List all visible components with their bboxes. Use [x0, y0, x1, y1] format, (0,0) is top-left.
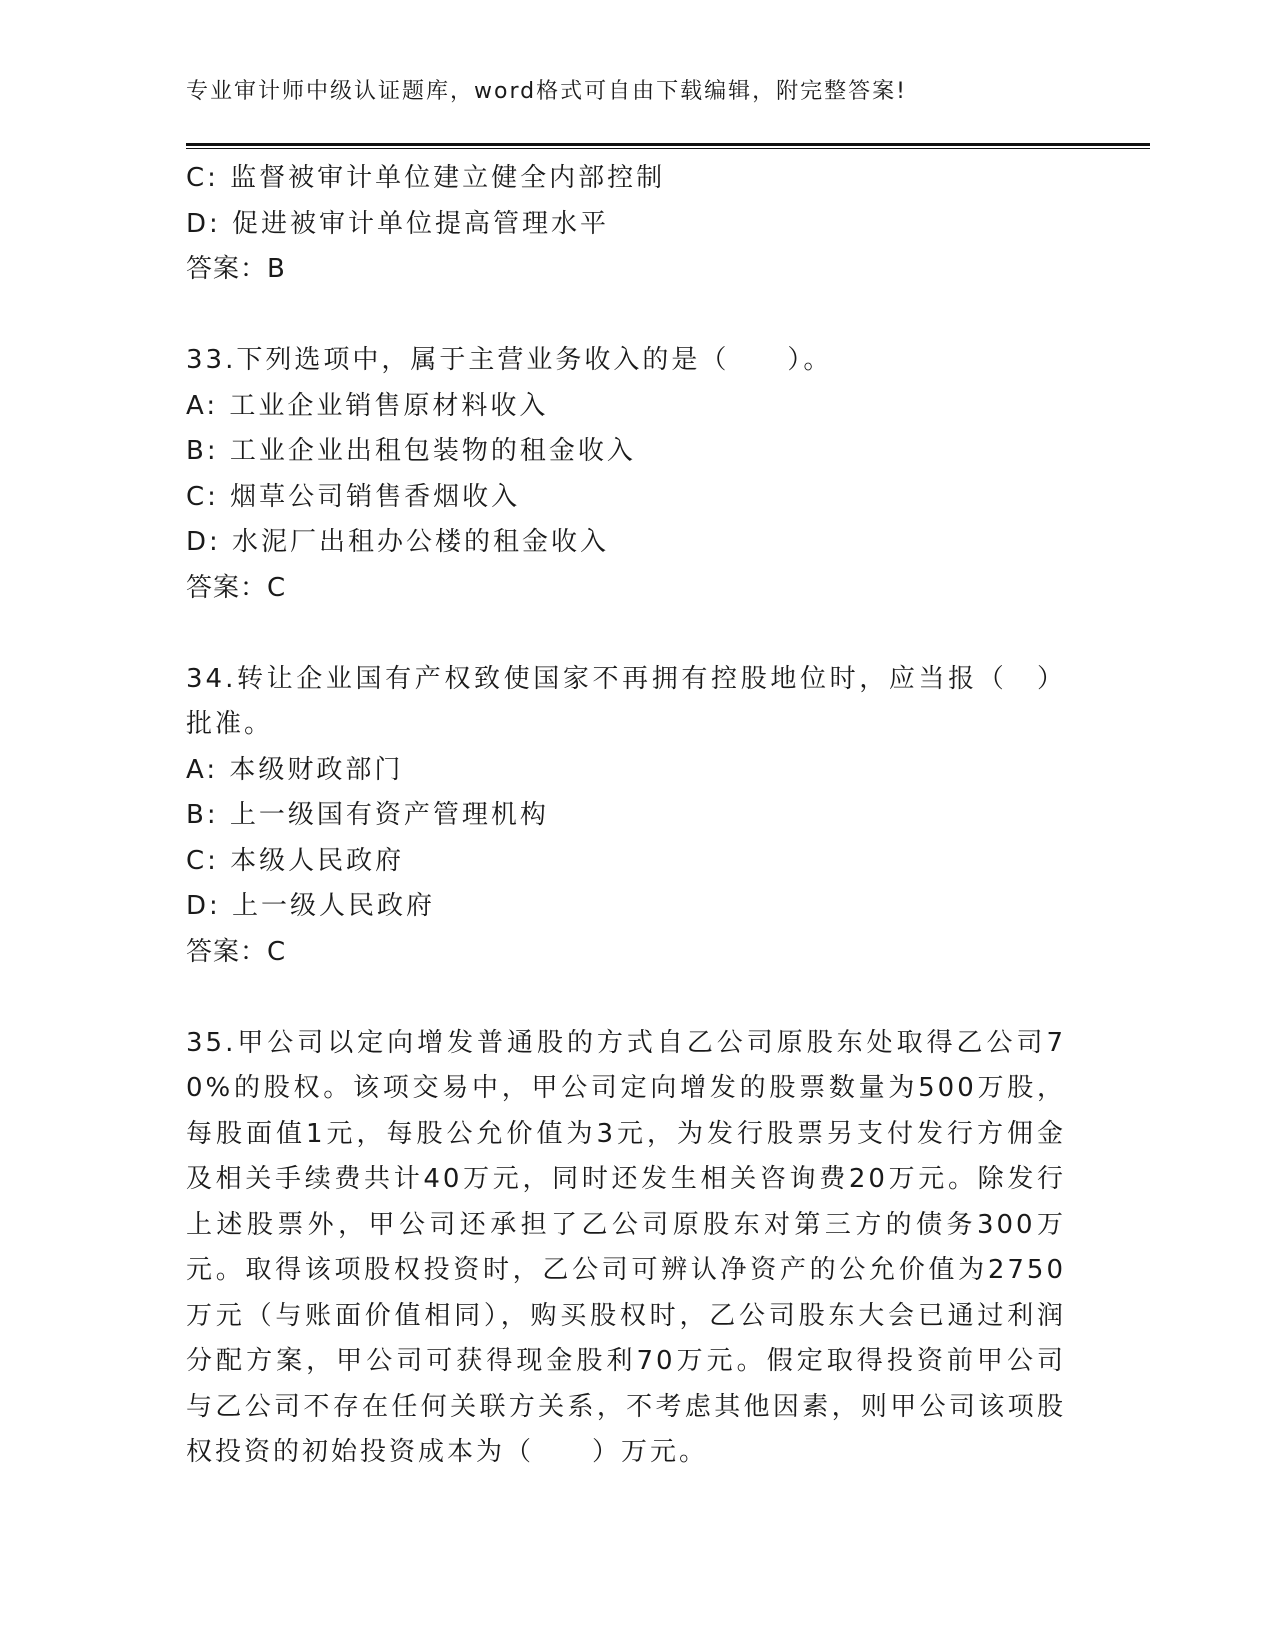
question-stem-34: 34.转让企业国有产权致使国家不再拥有控股地位时，应当报（ ）批准。 [186, 663, 1066, 739]
option-d: D: 上一级人民政府 [186, 891, 436, 921]
option-d: D: 促进被审计单位提高管理水平 [186, 208, 610, 239]
option-c: C: 本级人民政府 [186, 845, 405, 876]
answer-line: 答案：C [186, 936, 287, 967]
option-b: B: 工业企业出租包装物的租金收入 [186, 436, 636, 466]
option-a: A: 工业企业销售原材料收入 [186, 390, 549, 421]
question-content [186, 156, 1086, 1476]
option-c: C: 烟草公司销售香烟收入 [186, 481, 521, 512]
header-divider-thick [186, 143, 1150, 146]
spacer [186, 975, 1086, 1021]
spacer [186, 611, 1086, 657]
spacer [186, 293, 1086, 339]
option-d: D: 水泥厂出租办公楼的租金收入 [186, 527, 610, 557]
option-c: C: 监督被审计单位建立健全内部控制 [186, 163, 666, 193]
question-stem-35: 35.甲公司以定向增发普通股的方式自乙公司原股东处取得乙公司70%的股权。该项交易中，甲公司定向增发的股票数量为500万股，每股面值1元，每股公允价值为3元，为发行股票另支付发行方佣金及相关手续费共计40万元，同时还发生相关咨询费20万元。除发行上述股票外，甲公司还承担了乙公司原股东对第三方的债务300万元。取得该项股权投资时，乙公司可辨认净资产的公允价值为2750万元（与账面价值相同），购买股权时，乙公司股东大会已通过利润分配方案，甲公司可获得现金股利70万元。假定取得投资前甲公司与乙公司不存在任何关联方关系，不考虑其他因素，则甲公司该项股权投资的初始投资成本为（ ）万元。 [186, 1027, 1066, 1467]
page-header-title: 专业审计师中级认证题库，word格式可自由下载编辑，附完整答案! [186, 79, 907, 104]
option-a: A: 本级财政部门 [186, 754, 404, 785]
option-b: B: 上一级国有资产管理机构 [186, 800, 549, 830]
answer-line: 答案：B [186, 254, 286, 284]
header-divider-thin [186, 148, 1150, 149]
question-stem-33: 33.下列选项中，属于主营业务收入的是（ ）。 [186, 345, 833, 375]
answer-line: 答案：C [186, 572, 287, 603]
